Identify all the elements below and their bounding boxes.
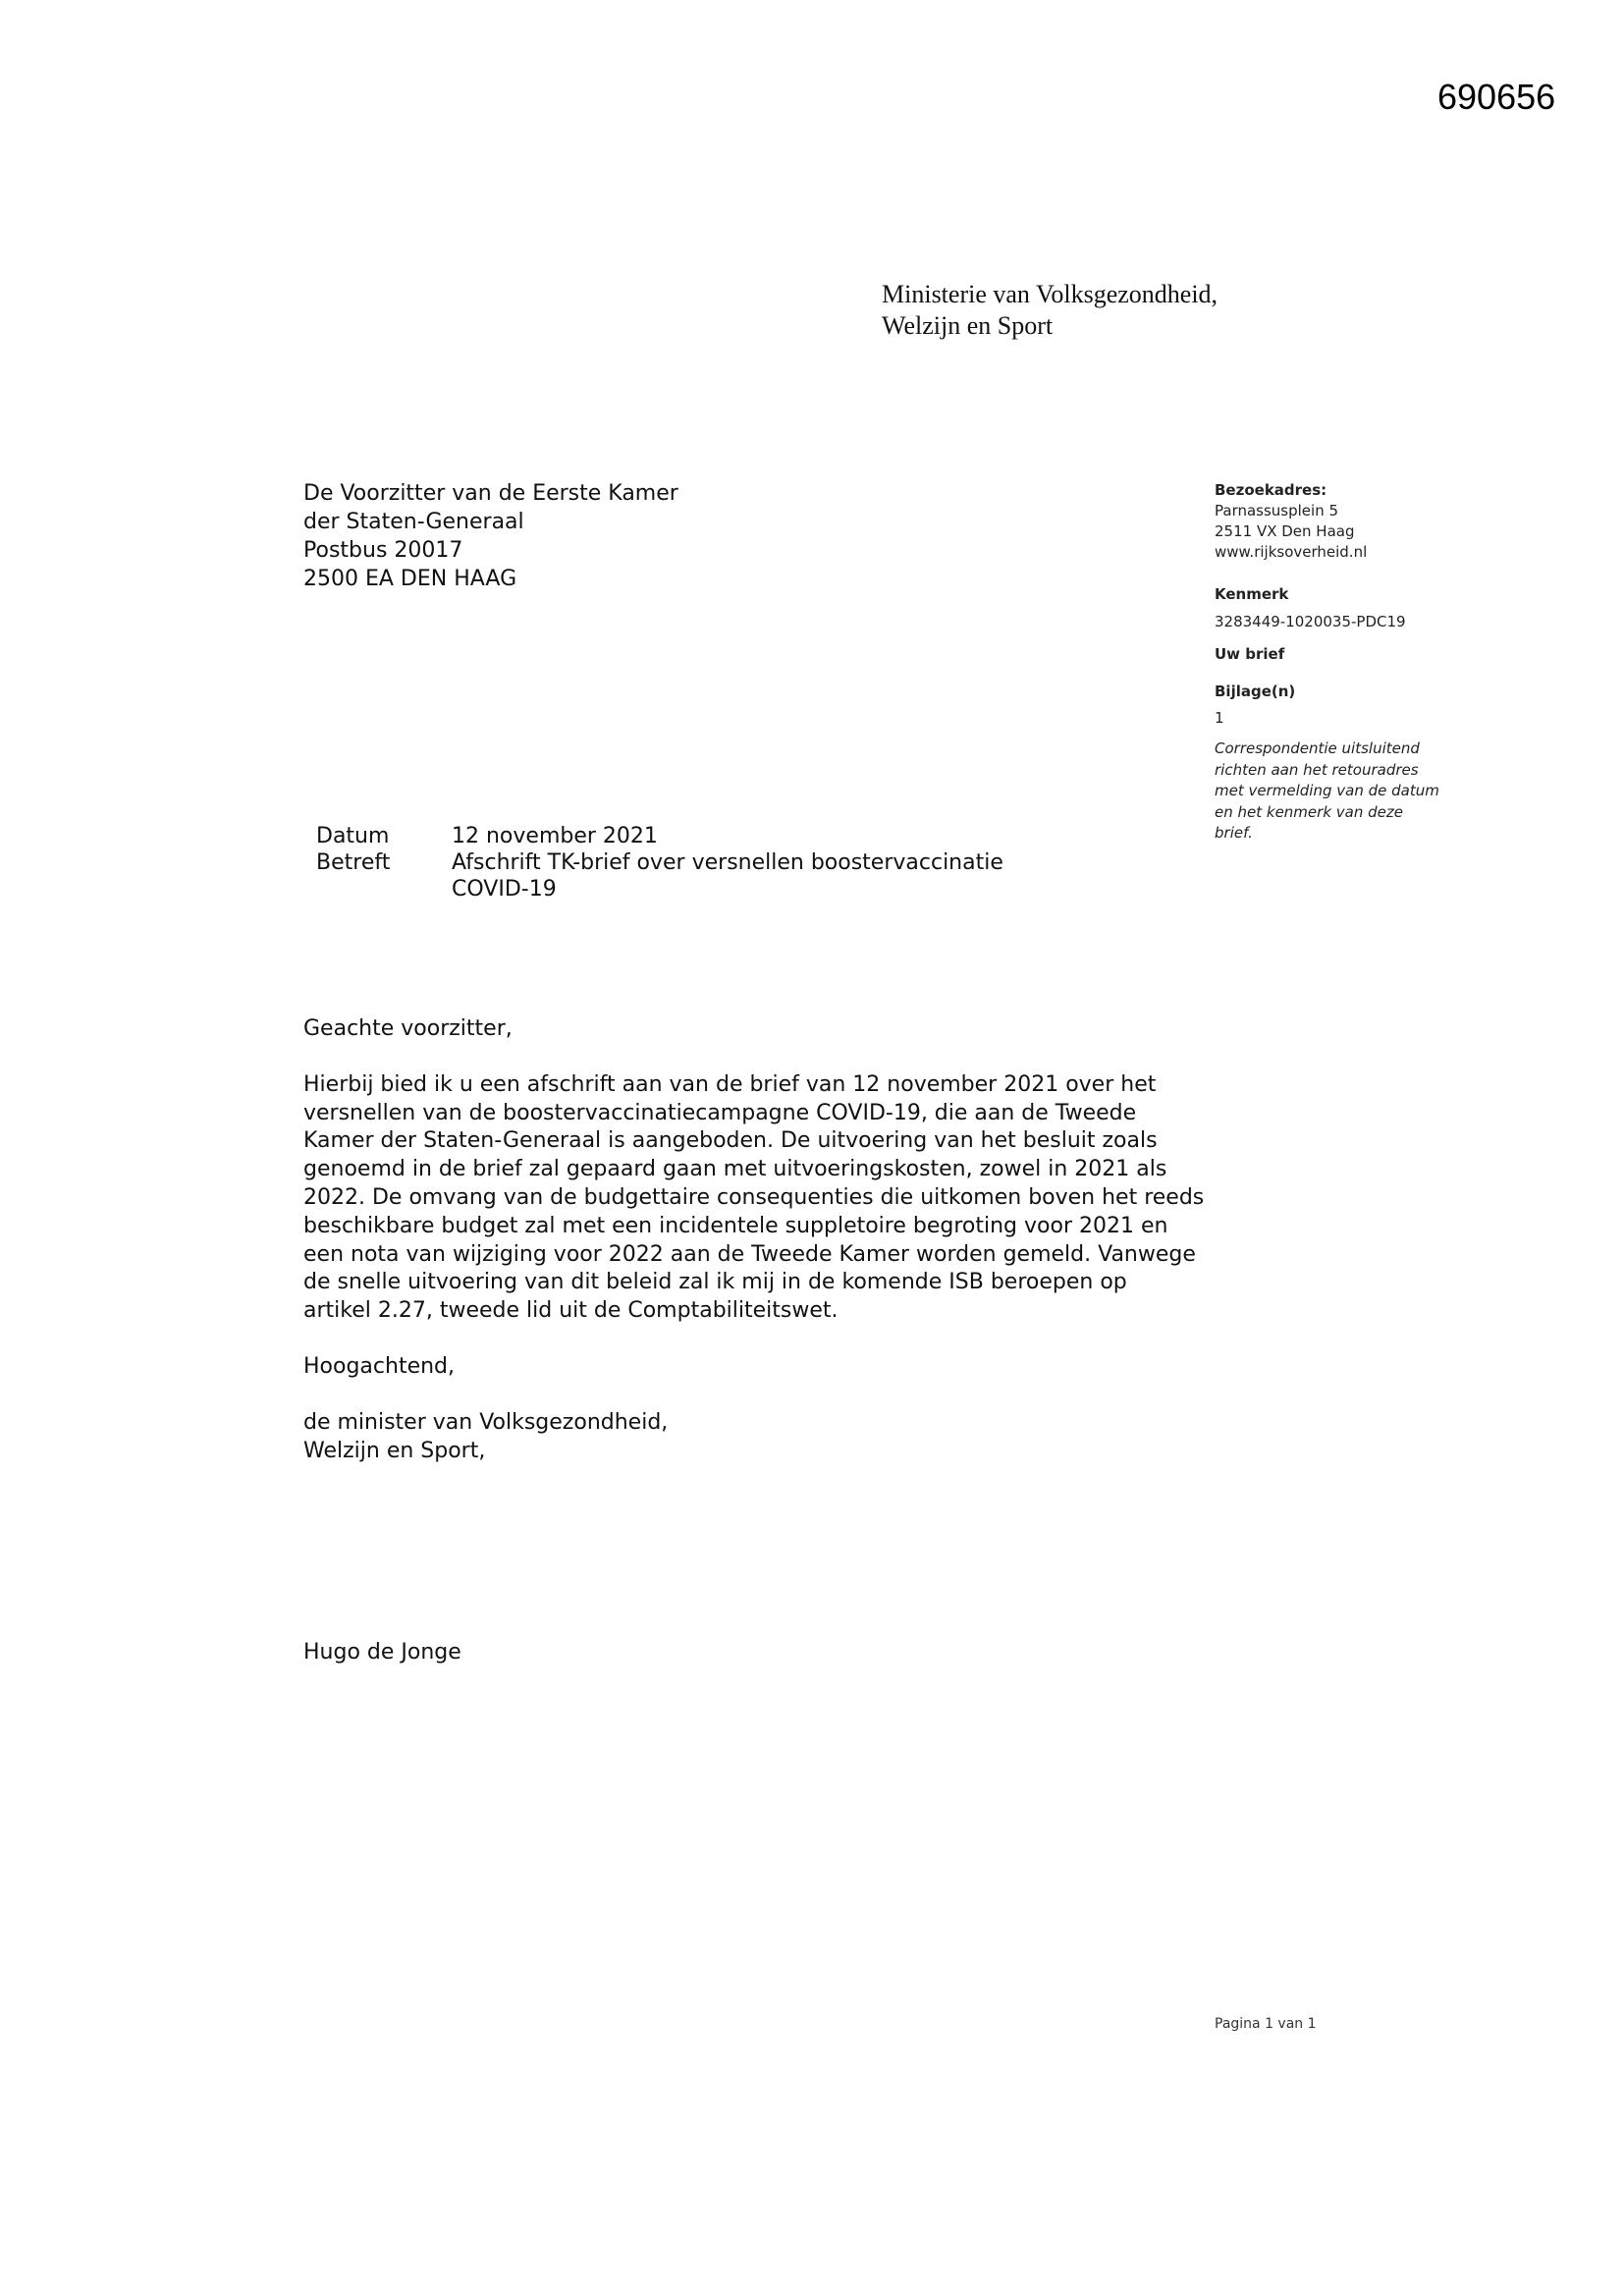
paragraph-line: artikel 2.27, tweede lid uit de Comptabiliteitswet.: [303, 1298, 839, 1324]
paragraph-line: beschikbare budget zal met een incidentele suppletoire begroting voor 2021 en: [303, 1213, 1168, 1238]
visit-address-line: Parnassusplein 5: [1215, 502, 1339, 519]
recipient-line: De Voorzitter van de Eerste Kamer: [303, 481, 678, 506]
website-link[interactable]: www.rijksoverheid.nl: [1215, 543, 1368, 561]
signature-role-line: Welzijn en Sport,: [303, 1438, 486, 1463]
note-line: brief.: [1215, 824, 1253, 842]
subject-label: Betreft: [316, 850, 391, 875]
note-line: en het kenmerk van deze: [1215, 802, 1403, 821]
note-line: Correspondentie uitsluitend: [1215, 739, 1420, 757]
correspondence-note: [1215, 738, 1480, 845]
paragraph-line: versnellen van de boostervaccinatiecampagne COVID-19, die aan de Tweede: [303, 1100, 1137, 1125]
paragraph-line: een nota van wijziging voor 2022 aan de Tweede Kamer worden gemeld. Vanwege: [303, 1241, 1196, 1267]
closing: Hoogachtend,: [303, 1353, 456, 1379]
salutation: Geachte voorzitter,: [303, 1016, 513, 1041]
paragraph-line: genoemd in de brief zal gepaard gaan met uitvoeringskosten, zowel in 2021 als: [303, 1157, 1167, 1182]
uw-brief-label: Uw brief: [1215, 645, 1285, 663]
date-value: 12 november 2021: [452, 824, 658, 848]
subject-line: COVID-19: [452, 877, 557, 902]
signature-role-line: de minister van Volksgezondheid,: [303, 1409, 669, 1435]
ministry-wordmark: [882, 279, 1218, 342]
paragraph-line: de snelle uitvoering van dit beleid zal ik mij in de komende ISB beroepen op: [303, 1270, 1127, 1295]
document-number: 690656: [1437, 77, 1556, 117]
page-number: Pagina 1 van 1: [1215, 2016, 1317, 2032]
sidebar-info: [1215, 480, 1480, 845]
ministry-line-1: Ministerie van Volksgezondheid,: [882, 280, 1218, 308]
note-line: richten aan het retouradres: [1215, 760, 1419, 779]
subject-line: Afschrift TK-brief over versnellen boostervaccinatie: [452, 850, 1003, 875]
note-line: met vermelding van de datum: [1215, 782, 1439, 799]
visit-address-label: Bezoekadres:: [1215, 481, 1327, 499]
kenmerk-label: Kenmerk: [1215, 585, 1289, 603]
recipient-line: 2500 EA DEN HAAG: [303, 567, 517, 591]
recipient-address: [303, 479, 678, 593]
letter-body: [303, 1015, 1207, 1493]
recipient-line: Postbus 20017: [303, 538, 463, 563]
ministry-line-2: Welzijn en Sport: [882, 311, 1054, 340]
bijlage-label: Bijlage(n): [1215, 683, 1296, 700]
subject-row: [316, 849, 1041, 902]
date-label: Datum: [316, 824, 390, 848]
date-row: [316, 823, 1041, 849]
visit-address-line: 2511 VX Den Haag: [1215, 522, 1355, 540]
paragraph-line: 2022. De omvang van de budgettaire consequenties die uitkomen boven het reeds: [303, 1184, 1205, 1210]
signature-role: [303, 1409, 1207, 1466]
main-paragraph: [303, 1071, 1207, 1326]
paragraph-line: Kamer der Staten-Generaal is aangeboden. De uitvoering van het besluit zoals: [303, 1128, 1158, 1154]
signer-name: Hugo de Jonge: [303, 1640, 461, 1665]
recipient-line: der Staten-Generaal: [303, 510, 524, 534]
paragraph-line: Hierbij bied ik u een afschrift aan van de brief van 12 november 2021 over het: [303, 1071, 1157, 1097]
bijlage-value: 1: [1215, 709, 1224, 727]
kenmerk-value: 3283449-1020035-PDC19: [1215, 613, 1406, 630]
subject-value: [452, 849, 1041, 902]
letter-meta: [316, 823, 1041, 902]
